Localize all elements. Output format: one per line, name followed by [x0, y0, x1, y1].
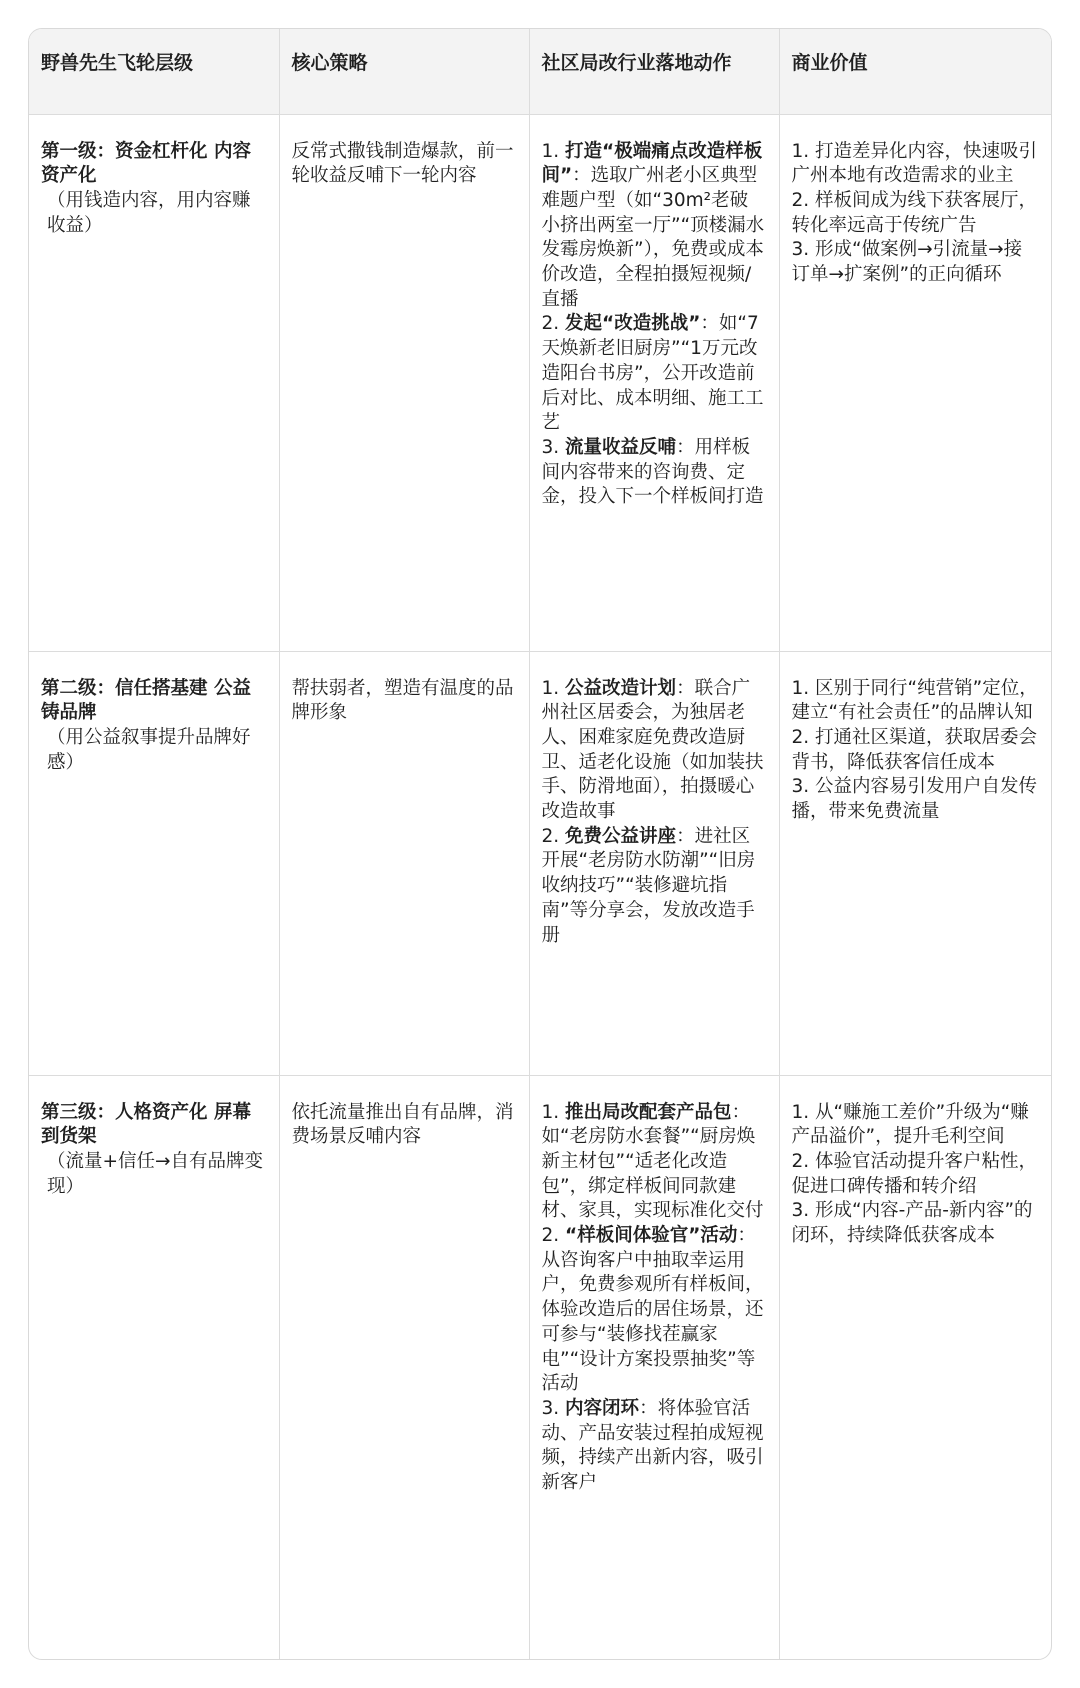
value-item: 3. 形成“内容-产品-新内容”的闭环，持续降低获客成本 — [791, 1200, 1033, 1247]
action-number: 1. — [541, 677, 566, 699]
action-item — [542, 312, 767, 436]
action-item — [542, 825, 767, 949]
value-item: 1. 打造差异化内容，快速吸引广州本地有改造需求的业主 — [791, 140, 1038, 187]
action-item — [542, 677, 767, 825]
action-body: ：选取广州老小区典型难题户型（如“30m²老破小挤出两室一厅”“顶楼漏水发霉房焕新”），免费或成本价改造，全程拍摄短视频/直播 — [541, 165, 765, 310]
value-item: 1. 从“赚施工差价”升级为“赚产品溢价”，提升毛利空间 — [791, 1101, 1029, 1148]
action-number: 2. — [541, 313, 566, 335]
table-header — [29, 29, 1051, 114]
actions-cell — [529, 1075, 779, 1660]
table-row — [29, 1075, 1051, 1660]
header-actions: 社区局改行业落地动作 — [529, 29, 779, 114]
strategy-cell: 依托流量推出自有品牌，消费场景反哺内容 — [279, 1075, 529, 1660]
actions-cell — [529, 114, 779, 651]
action-body: ：将体验官活动、产品安装过程拍成短视频，持续产出新内容，吸引新客户 — [541, 1397, 764, 1494]
strategy-cell: 帮扶弱者，塑造有温度的品牌形象 — [279, 651, 529, 1075]
action-item — [542, 1224, 767, 1397]
action-item — [542, 140, 767, 313]
value-item: 2. 打通社区渠道，获取居委会背书，降低获客信任成本 — [791, 726, 1038, 773]
action-title: 打造“极端痛点改造样板间” — [541, 140, 763, 187]
value-cell — [779, 1075, 1051, 1660]
header-row — [29, 29, 1051, 114]
action-title: “样板间体验官”活动 — [565, 1225, 738, 1247]
table-row — [29, 114, 1051, 651]
action-title: 发起“改造挑战” — [565, 313, 701, 335]
action-body: ：用样板间内容带来的咨询费、定金，投入下一个样板间打造 — [541, 436, 764, 508]
flywheel-table — [29, 29, 1051, 1660]
level-subtitle: （用钱造内容，用内容赚收益） — [47, 189, 251, 236]
level-title: 第三级：人格资产化 屏幕到货架 — [41, 1101, 251, 1148]
level-title: 第一级：资金杠杆化 内容资产化 — [41, 140, 251, 187]
action-item — [542, 1397, 767, 1496]
action-number: 3. — [541, 1397, 566, 1419]
actions-cell — [529, 651, 779, 1075]
header-value: 商业价值 — [779, 29, 1051, 114]
header-level: 野兽先生飞轮层级 — [29, 29, 279, 114]
level-subtitle: （流量+信任→自有品牌变现） — [47, 1150, 264, 1197]
value-item: 2. 体验官活动提升客户粘性，促进口碑传播和转介绍 — [791, 1150, 1038, 1197]
value-item: 2. 样板间成为线下获客展厅，转化率远高于传统广告 — [791, 189, 1038, 236]
level-cell — [29, 114, 279, 651]
action-number: 1. — [541, 1101, 566, 1123]
value-item: 3. 公益内容易引发用户自发传播，带来免费流量 — [791, 776, 1038, 823]
action-body: ：如“7天焕新老旧厨房”“1万元改造阳台书房”，公开改造前后对比、成本明细、施工工艺 — [541, 313, 764, 434]
action-body: ：联合广州社区居委会，为独居老人、困难家庭免费改造厨卫、适老化设施（如加装扶手、防滑地面），拍摄暖心改造故事 — [541, 677, 764, 823]
flywheel-table-container — [28, 28, 1052, 1660]
action-title: 公益改造计划 — [565, 677, 677, 699]
value-cell — [779, 114, 1051, 651]
level-title: 第二级：信任搭基建 公益铸品牌 — [41, 677, 251, 724]
action-body: ：如“老房防水套餐”“厨房焕新主材包”“适老化改造包”，绑定样板间同款建材、家具，实现标准化交付 — [541, 1101, 764, 1222]
action-body: ：从咨询客户中抽取幸运用户，免费参观所有样板间，体验改造后的居住场景，还可参与“装修找茬赢家电”“设计方案投票抽奖”等活动 — [541, 1225, 764, 1395]
action-title: 推出局改配套产品包 — [565, 1101, 732, 1123]
table-row — [29, 651, 1051, 1075]
action-body: ：进社区开展“老房防水防潮”“旧房收纳技巧”“装修避坑指南”等分享会，发放改造手册 — [541, 825, 756, 946]
action-number: 1. — [541, 140, 566, 162]
action-number: 2. — [541, 825, 566, 847]
action-item — [542, 436, 767, 510]
action-number: 2. — [541, 1225, 566, 1247]
strategy-cell: 反常式撒钱制造爆款，前一轮收益反哺下一轮内容 — [279, 114, 529, 651]
action-item — [542, 1101, 767, 1225]
header-strategy: 核心策略 — [279, 29, 529, 114]
value-item: 1. 区别于同行“纯营销”定位，建立“有社会责任”的品牌认知 — [791, 677, 1038, 724]
level-subtitle: （用公益叙事提升品牌好感） — [47, 726, 251, 773]
action-title: 流量收益反哺 — [565, 436, 677, 458]
level-cell — [29, 1075, 279, 1660]
table-body — [29, 114, 1051, 1660]
level-cell — [29, 651, 279, 1075]
action-title: 免费公益讲座 — [565, 825, 677, 847]
value-cell — [779, 651, 1051, 1075]
action-title: 内容闭环 — [565, 1397, 640, 1419]
action-number: 3. — [541, 436, 566, 458]
value-item: 3. 形成“做案例→引流量→接订单→扩案例”的正向循环 — [791, 239, 1023, 286]
